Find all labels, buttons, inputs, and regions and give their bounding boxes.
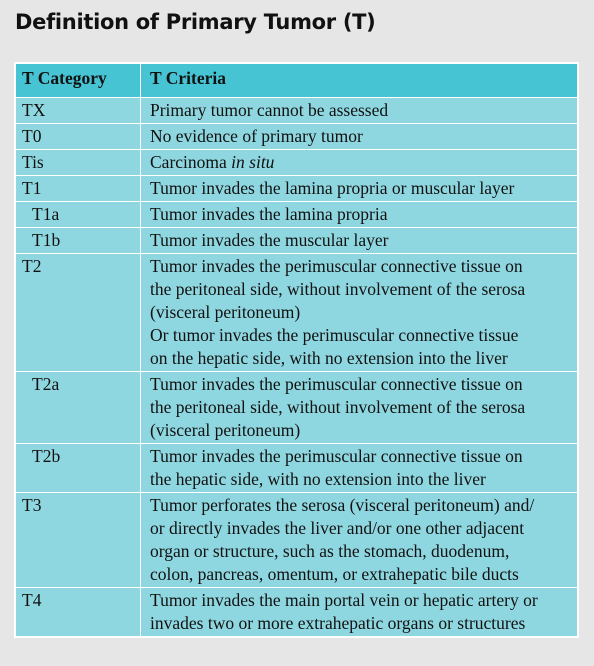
- criteria-cell: [141, 98, 578, 124]
- criteria-cell: [141, 254, 578, 372]
- criteria-cell: [141, 176, 578, 202]
- definition-table: [15, 63, 578, 637]
- criteria-text: Tumor invades the perimuscular connective tissue on the hepatic side, with no extension into the liver: [150, 446, 523, 489]
- criteria-text: Tumor invades the perimuscular connective tissue on the peritoneal side, without involvement of the serosa (visceral peritoneum): [150, 374, 526, 440]
- criteria-cell: [141, 493, 578, 588]
- category-cell: T0: [16, 124, 141, 150]
- category-cell: T1: [16, 176, 141, 202]
- category-cell: TX: [16, 98, 141, 124]
- column-header-t-criteria: T Criteria: [141, 64, 578, 98]
- criteria-cell: [141, 588, 578, 637]
- table-row-t3: [16, 493, 578, 588]
- criteria-italic-text: in situ: [231, 152, 275, 172]
- criteria-text: No evidence of primary tumor: [150, 126, 363, 146]
- table-row-tx: [16, 98, 578, 124]
- table-row-t2b: [16, 444, 578, 493]
- criteria-text: Tumor invades the perimuscular connective tissue on the peritoneal side, without involvement of the serosa (visceral peritoneum) Or tumor invades the perimuscular connective tissue on the hepatic side, with no extension into the liver: [150, 256, 526, 368]
- table-row-t4: [16, 588, 578, 637]
- column-header-t-category: T Category: [16, 64, 141, 98]
- criteria-cell: [141, 228, 578, 254]
- criteria-text: Tumor perforates the serosa (visceral peritoneum) and/ or directly invades the liver and/or one other adjacent organ or structure, such as the stomach, duodenum, colon, pancreas, omentum, or extrahepatic bile ducts: [150, 495, 535, 584]
- category-cell: T4: [16, 588, 141, 637]
- category-cell: Tis: [16, 150, 141, 176]
- criteria-text: Tumor invades the main portal vein or hepatic artery or invades two or more extrahepatic organs or structures: [150, 590, 538, 633]
- criteria-text: Primary tumor cannot be assessed: [150, 100, 389, 120]
- criteria-cell: [141, 202, 578, 228]
- t-category-table: [14, 62, 579, 638]
- criteria-cell: [141, 150, 578, 176]
- category-cell: T2b: [16, 444, 141, 493]
- criteria-text: Tumor invades the lamina propria or muscular layer: [150, 178, 515, 198]
- criteria-text: Tumor invades the lamina propria: [150, 204, 388, 224]
- criteria-cell: [141, 372, 578, 444]
- table-row-t1a: [16, 202, 578, 228]
- criteria-text: Tumor invades the muscular layer: [150, 230, 389, 250]
- page-title: Definition of Primary Tumor (T): [15, 10, 376, 34]
- criteria-cell: [141, 444, 578, 493]
- table-row-t2a: [16, 372, 578, 444]
- table-header-row: [16, 64, 578, 98]
- criteria-cell: [141, 124, 578, 150]
- criteria-text: Carcinoma: [150, 152, 232, 172]
- table-row-t2: [16, 254, 578, 372]
- category-cell: T1a: [16, 202, 141, 228]
- table-row-t0: [16, 124, 578, 150]
- table-row-tis: [16, 150, 578, 176]
- category-cell: T1b: [16, 228, 141, 254]
- table-row-t1b: [16, 228, 578, 254]
- category-cell: T2a: [16, 372, 141, 444]
- table-row-t1: [16, 176, 578, 202]
- category-cell: T2: [16, 254, 141, 372]
- category-cell: T3: [16, 493, 141, 588]
